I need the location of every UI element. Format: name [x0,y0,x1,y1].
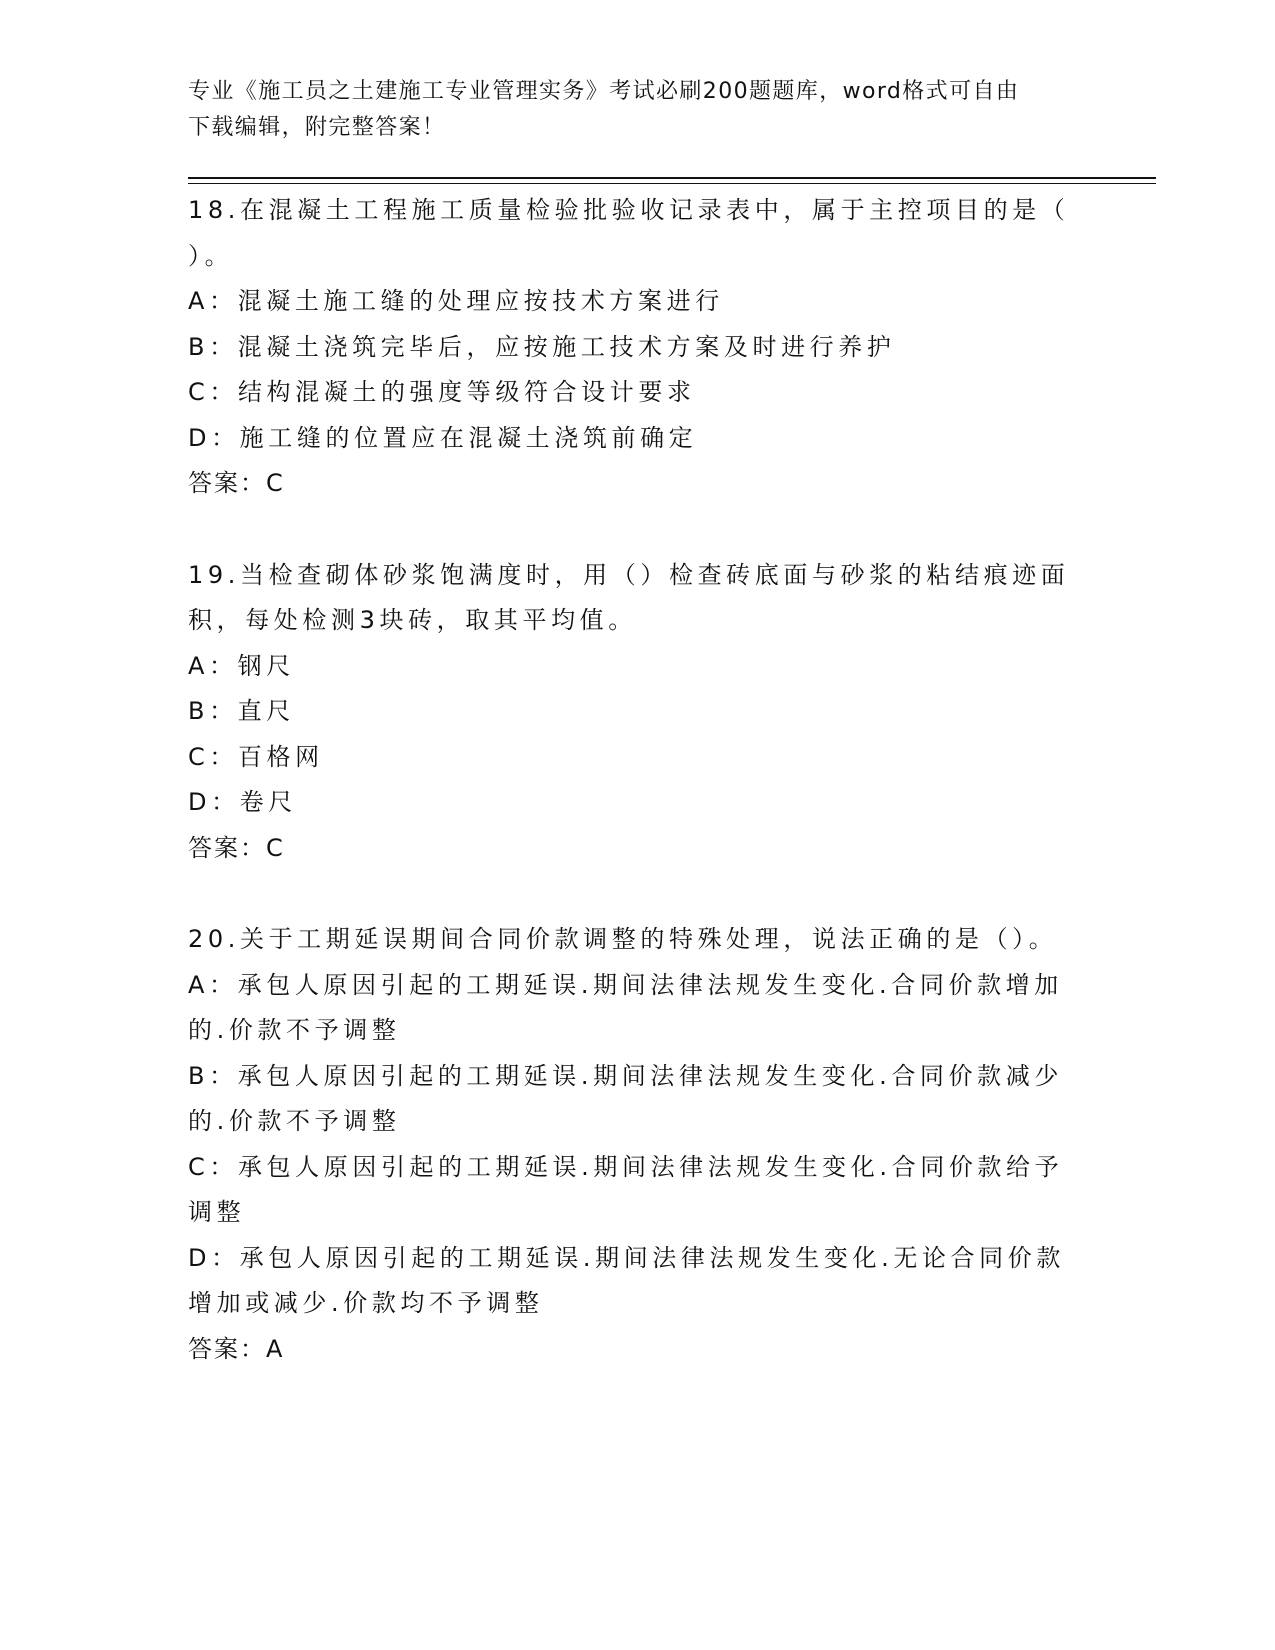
option-d: D：施工缝的位置应在混凝土浇筑前确定 [188,423,698,452]
header-divider-thick [188,177,1156,179]
option-a: A：混凝土施工缝的处理应按技术方案进行 [188,287,724,315]
question-20 [188,917,1088,1372]
question-list [188,188,1088,1372]
option-a: A：承包人原因引起的工期延误.期间法律法规发生变化.合同价款增加 [188,970,1063,999]
document-header [188,74,1068,146]
option-b: B：承包人原因引起的工期延误.期间法律法规发生变化.合同价款减少 [188,1061,1063,1090]
answer: 答案：A [188,1334,285,1363]
option-c-continued: 调整 [188,1198,246,1226]
option-d-continued: 增加或减少.价款均不予调整 [188,1289,544,1317]
option-a-continued: 的.价款不予调整 [188,1016,401,1044]
option-b-continued: 的.价款不予调整 [188,1107,401,1135]
option-c: C：结构混凝土的强度等级符合设计要求 [188,378,696,406]
header-line-1: 专业《施工员之土建施工专业管理实务》考试必刷200题题库，word格式可自由 [188,79,1020,104]
option-b: B：直尺 [188,697,295,725]
option-c: C：承包人原因引起的工期延误.期间法律法规发生变化.合同价款给予 [188,1152,1064,1181]
header-divider-thin [188,183,1156,184]
header-line-2: 下载编辑，附完整答案！ [188,115,446,140]
question-18 [188,188,1088,507]
option-d: D：卷尺 [188,788,297,816]
question-stem-line: 20.关于工期延误期间合同价款调整的特殊处理，说法正确的是（）。 [188,925,1058,953]
option-b: B：混凝土浇筑完毕后，应按施工技术方案及时进行养护 [188,332,896,361]
option-d: D：承包人原因引起的工期延误.期间法律法规发生变化.无论合同价款 [188,1243,1065,1272]
option-c: C：百格网 [188,742,324,771]
question-stem-line: 积，每处检测3块砖，取其平均值。 [188,606,637,634]
question-stem-line: ）。 [188,241,234,270]
answer: 答案：C [188,833,285,862]
answer: 答案：C [188,469,285,497]
question-19 [188,553,1088,872]
question-stem-line: 19.当检查砌体砂浆饱满度时，用（）检查砖底面与砂浆的粘结痕迹面 [188,560,1070,589]
option-a: A：钢尺 [188,651,295,680]
question-stem-line: 18.在混凝土工程施工质量检验批验收记录表中，属于主控项目的是（ [188,196,1070,224]
